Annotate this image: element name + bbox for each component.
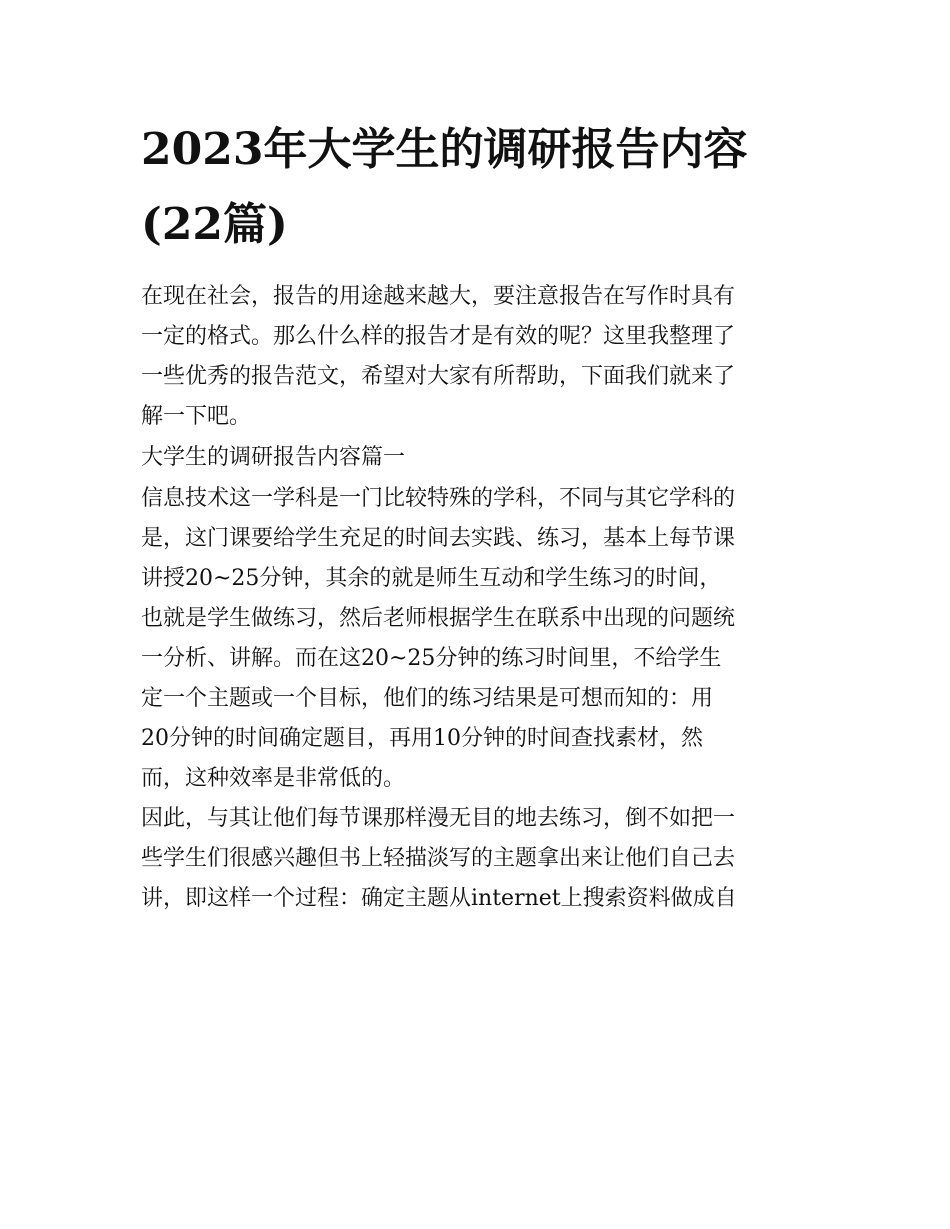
text-line: 信息技术这一学科是一门比较特殊的学科，不同与其它学科的	[141, 486, 736, 511]
section-heading	[141, 437, 821, 479]
document-body	[141, 277, 821, 919]
title-line: 2023年大学生的调研报告内容	[141, 124, 748, 175]
text-line: 20分钟的时间确定题目，再用10分钟的时间查找素材，然	[141, 726, 703, 751]
document-page	[141, 112, 821, 919]
text-line: 一分析、讲解。而在这20~25分钟的练习时间里，不给学生	[141, 646, 722, 671]
text-line: 因此，与其让他们每节课那样漫无目的地去练习，倒不如把一	[141, 806, 736, 831]
text-line: 而，这种效率是非常低的。	[141, 766, 406, 791]
body-paragraph-2	[141, 799, 821, 919]
body-paragraph-1	[141, 479, 821, 799]
text-line: 也就是学生做练习，然后老师根据学生在联系中出现的问题统	[141, 606, 736, 631]
text-line: 些学生们很感兴趣但书上轻描淡写的主题拿出来让他们自己去	[141, 846, 736, 871]
text-line: 讲，即这样一个过程：确定主题从internet上搜索资料做成自	[141, 886, 737, 911]
title-line: (22篇)	[141, 199, 288, 250]
text-line: 一定的格式。那么什么样的报告才是有效的呢？这里我整理了	[141, 324, 736, 349]
text-line: 解一下吧。	[141, 404, 252, 429]
text-line: 一些优秀的报告范文，希望对大家有所帮助，下面我们就来了	[141, 364, 736, 389]
text-line: 是，这门课要给学生充足的时间去实践、练习，基本上每节课	[141, 526, 736, 551]
intro-paragraph	[141, 277, 821, 437]
document-title	[141, 112, 821, 262]
text-line: 讲授20~25分钟，其余的就是师生互动和学生练习的时间，	[141, 566, 722, 591]
text-line: 在现在社会，报告的用途越来越大，要注意报告在写作时具有	[141, 284, 736, 309]
text-line: 定一个主题或一个目标，他们的练习结果是可想而知的：用	[141, 686, 714, 711]
section-heading-text: 大学生的调研报告内容篇一	[141, 445, 406, 470]
